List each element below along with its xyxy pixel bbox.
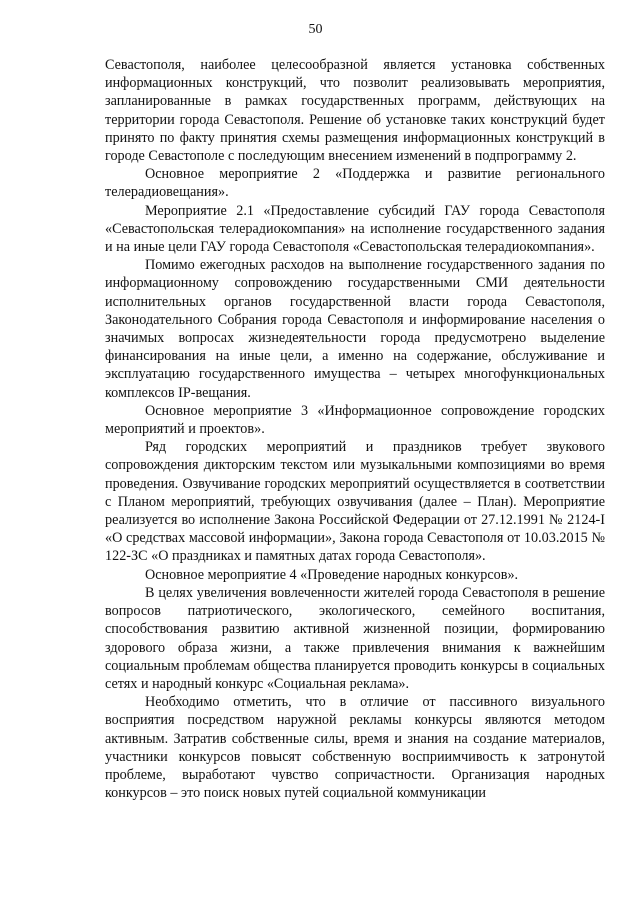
- paragraph: Ряд городских мероприятий и праздников требует звукового сопровождения дикторским текстом или музыкальными композициями во время проведения. Озвучивание городских мероприятий осуществляется в соответствии с Планом мероприятий, требующих озвучивания (далее – План). Мероприятие реализуется во исполнение Закона Российской Федерации от 27.12.1991 № 2124-I «О средствах массовой информации», Закона города Севастополя от 10.03.2015 № 122-ЗС «О праздниках и памятных датах города Севастополя».: [105, 439, 605, 565]
- paragraph: Мероприятие 2.1 «Предоставление субсидий ГАУ города Севастополя «Севастопольская телерадиокомпания» на исполнение государственного задания и на иные цели ГАУ города Севастополя «Севастопольская телерадиокомпания».: [105, 202, 605, 256]
- paragraph: Основное мероприятие 4 «Проведение народных конкурсов».: [145, 566, 519, 583]
- paragraph: Необходимо отметить, что в отличие от пассивного визуального восприятия посредством наружной рекламы конкурсы являются методом активным. Затратив собственные силы, время и знания на создание материалов, участники конкурсов повысят собственную восприимчивость к затронутой проблеме, выработают чувство сопричастности. Организация народных конкурсов – это поиск новых путей социальной коммуникации: [105, 694, 605, 802]
- paragraph: Основное мероприятие 2 «Поддержка и развитие регионального телерадиовещания».: [105, 166, 605, 201]
- paragraph: Севастополя, наиболее целесообразной является установка собственных информационных конструкций, что позволит реализовывать мероприятия, запланированные в рамках государственных программ, действующих на территории города Севастополя. Решение об установке таких конструкций будет принято по факту принятия схемы размещения информационных конструкций в городе Севастополе с последующим внесением изменений в подпрограмму 2.: [105, 57, 605, 165]
- paragraph: Помимо ежегодных расходов на выполнение государственного задания по информационному сопровождению государственными СМИ деятельности исполнительных органов государственной власти города Севастополя, Законодательного Собрания города Севастополя и информирование населения о значимых вопросах жизнедеятельности города предусмотрено выделение финансирования на иные цели, а именно на содержание, обслуживание и эксплуатацию государственного имущества – четырех многофункциональных комплексов IP-вещания.: [105, 257, 605, 401]
- paragraph: В целях увеличения вовлеченности жителей города Севастополя в решение вопросов патриотического, экологического, семейного воспитания, способствования развитию активной жизненной позиции, формированию здорового образа жизни, а также привлечения внимания к важнейшим социальным проблемам общества планируется проводить конкурсы в социальных сетях и народный конкурс «Социальная реклама».: [105, 584, 605, 692]
- page-number: 50: [308, 22, 323, 37]
- page-body: [105, 56, 605, 802]
- paragraph: Основное мероприятие 3 «Информационное сопровождение городских мероприятий и проектов».: [105, 402, 605, 438]
